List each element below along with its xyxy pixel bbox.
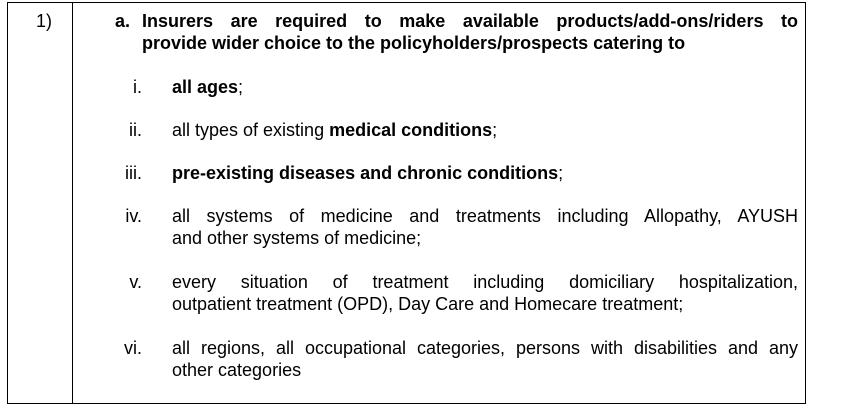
item-line-1: all systems of medicine and treatments including Allopathy, AYUSH	[172, 206, 798, 226]
item-numeral: v.	[129, 272, 142, 292]
list-item	[172, 205, 798, 249]
item-numeral: vi.	[124, 338, 142, 358]
item-suffix: ;	[558, 163, 564, 183]
clause-heading-line-2: provide wider choice to the policyholders/prospects catering to	[142, 33, 686, 53]
item-bold-text: medical conditions	[329, 120, 493, 140]
list-item	[172, 162, 798, 184]
item-numeral: iv.	[125, 206, 142, 226]
list-item	[172, 76, 798, 98]
item-bold-text: all ages	[172, 77, 239, 97]
item-line-2: other categories	[172, 360, 302, 380]
item-line-1: all regions, all occupational categories, persons with disabilities and any	[172, 338, 798, 358]
item-line-2: and other systems of medicine;	[172, 228, 422, 248]
list-item	[172, 119, 798, 141]
item-suffix: ;	[492, 120, 498, 140]
item-numeral: i.	[133, 77, 142, 97]
clause-heading	[115, 10, 798, 54]
column-divider	[72, 2, 73, 404]
item-numeral: iii.	[125, 163, 142, 183]
list-item	[172, 337, 798, 381]
row-number: 1)	[36, 11, 53, 31]
item-suffix: ;	[238, 77, 244, 97]
item-line-2: outpatient treatment (OPD), Day Care and Homecare treatment;	[172, 294, 684, 314]
item-bold-text: pre-existing diseases and chronic conditions	[172, 163, 559, 183]
clause-letter: a.	[115, 11, 131, 31]
item-numeral: ii.	[129, 120, 142, 140]
item-prefix: all types of existing	[172, 120, 330, 140]
list-item	[172, 271, 798, 315]
clause-heading-line-1	[115, 10, 798, 32]
clause-heading-text-1: Insurers are required to make available products/add-ons/riders to	[142, 11, 798, 31]
item-line-1: every situation of treatment including domiciliary hospitalization,	[172, 272, 798, 292]
